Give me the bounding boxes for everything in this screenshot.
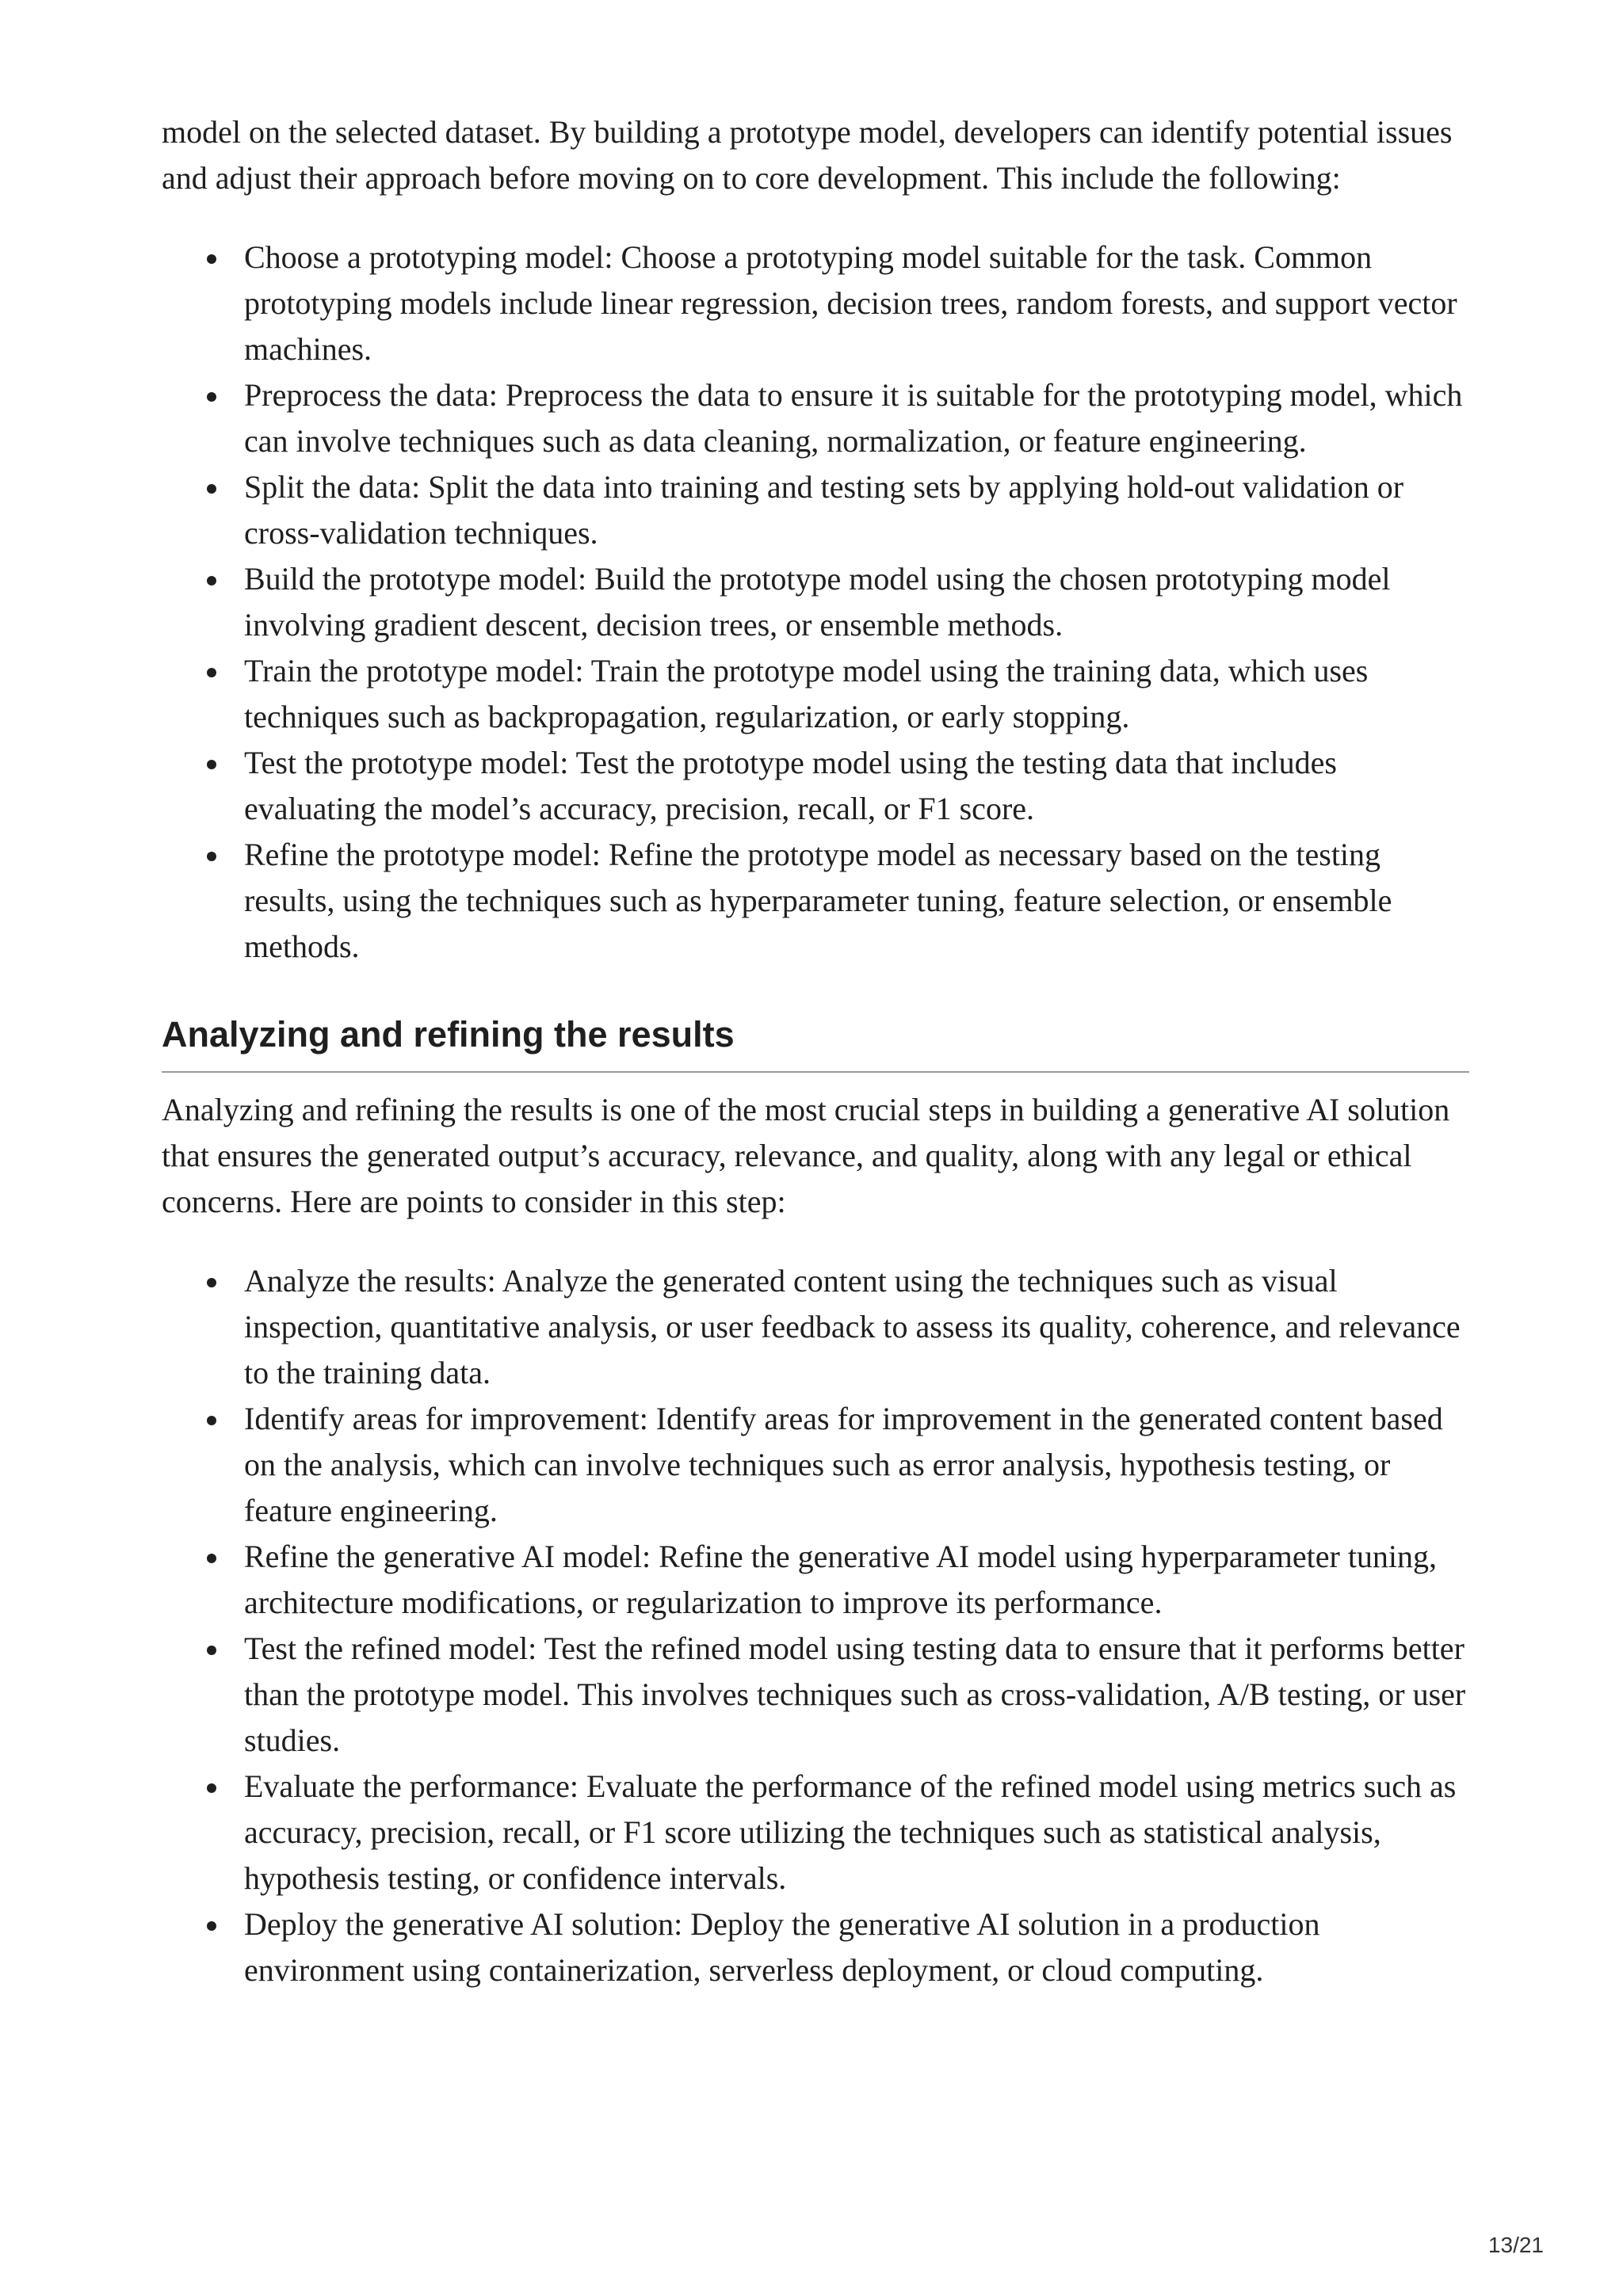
list-item-text: Refine the generative AI model: Refine the generative AI model using hyperparameter tuning, architecture modifications, or regularization to improve its performance. [244, 1539, 1438, 1620]
bullet-icon [207, 1416, 216, 1425]
list-item-text: Train the prototype model: Train the prototype model using the training data, which uses techniques such as backpropagation, regularization, or early stopping. [244, 653, 1369, 734]
list-item-text: Test the refined model: Test the refined model using testing data to ensure that it performs better than the prototype model. This involves techniques such as cross-validation, A/B testing, or user studies. [244, 1630, 1466, 1758]
bullet-icon [207, 852, 216, 861]
list-item [162, 464, 1469, 556]
list-item [162, 556, 1469, 648]
bullet-icon [207, 1554, 216, 1563]
bullet-icon [207, 1278, 216, 1287]
bullet-icon [207, 576, 216, 585]
list-item [162, 1764, 1469, 1901]
section-paragraph: Analyzing and refining the results is one of the most crucial steps in building a generative AI solution that ensures the generated output’s accuracy, relevance, and quality, along with any legal or ethical concerns. Here are points to consider in this step: [162, 1092, 1450, 1219]
bullet-icon [207, 760, 216, 769]
prototype-steps-list [162, 235, 1469, 970]
list-item-text: Split the data: Split the data into training and testing sets by applying hold-out validation or cross-validation techniques. [244, 469, 1404, 551]
document-page [162, 109, 1469, 1993]
bullet-icon [207, 1783, 216, 1793]
list-item-text: Choose a prototyping model: Choose a prototyping model suitable for the task. Common prototyping models include linear regression, decision trees, random forests, and support vector machines. [244, 239, 1457, 367]
bullet-icon [207, 1646, 216, 1655]
list-item-text: Refine the prototype model: Refine the prototype model as necessary based on the testing results, using the techniques such as hyperparameter tuning, feature selection, or ensemble methods. [244, 837, 1392, 964]
analysis-steps-list [162, 1258, 1469, 1993]
intro-paragraph: model on the selected dataset. By building a prototype model, developers can identify potential issues and adjust their approach before moving on to core development. This include the following: [162, 114, 1453, 196]
page-number: 13/21 [1487, 2233, 1544, 2257]
list-item-text: Test the prototype model: Test the prototype model using the testing data that includes evaluating the model’s accuracy, precision, recall, or F1 score. [244, 745, 1337, 826]
list-item-text: Preprocess the data: Preprocess the data to ensure it is suitable for the prototyping model, which can involve techniques such as data cleaning, normalization, or feature engineering. [244, 377, 1463, 459]
list-item [162, 1258, 1469, 1396]
list-item [162, 1534, 1469, 1626]
list-item-text: Identify areas for improvement: Identify areas for improvement in the generated content based on the analysis, which can involve techniques such as error analysis, hypothesis testing, or feature engineering. [244, 1401, 1443, 1528]
bullet-icon [207, 484, 216, 494]
list-item [162, 648, 1469, 740]
bullet-icon [207, 668, 216, 677]
list-item [162, 832, 1469, 970]
list-item-text: Deploy the generative AI solution: Deploy the generative AI solution in a production environment using containerization, serverless deployment, or cloud computing. [244, 1906, 1320, 1988]
bullet-icon [207, 392, 216, 402]
list-item-text: Analyze the results: Analyze the generated content using the techniques such as visual inspection, quantitative analysis, or user feedback to assess its quality, coherence, and relevance to the training data. [244, 1263, 1461, 1390]
section-heading: Analyzing and refining the results [162, 1013, 1469, 1073]
list-item [162, 1626, 1469, 1764]
list-item-text: Evaluate the performance: Evaluate the performance of the refined model using metrics such as accuracy, precision, recall, or F1 score utilizing the techniques such as statistical analysis, hypothesis testing, or confidence intervals. [244, 1768, 1457, 1896]
list-item [162, 235, 1469, 372]
list-item [162, 372, 1469, 464]
bullet-icon [207, 254, 216, 264]
list-item-text: Build the prototype model: Build the prototype model using the chosen prototyping model involving gradient descent, decision trees, or ensemble methods. [244, 561, 1391, 643]
list-item [162, 1901, 1469, 1993]
bullet-icon [207, 1921, 216, 1931]
list-item [162, 740, 1469, 832]
list-item [162, 1396, 1469, 1534]
